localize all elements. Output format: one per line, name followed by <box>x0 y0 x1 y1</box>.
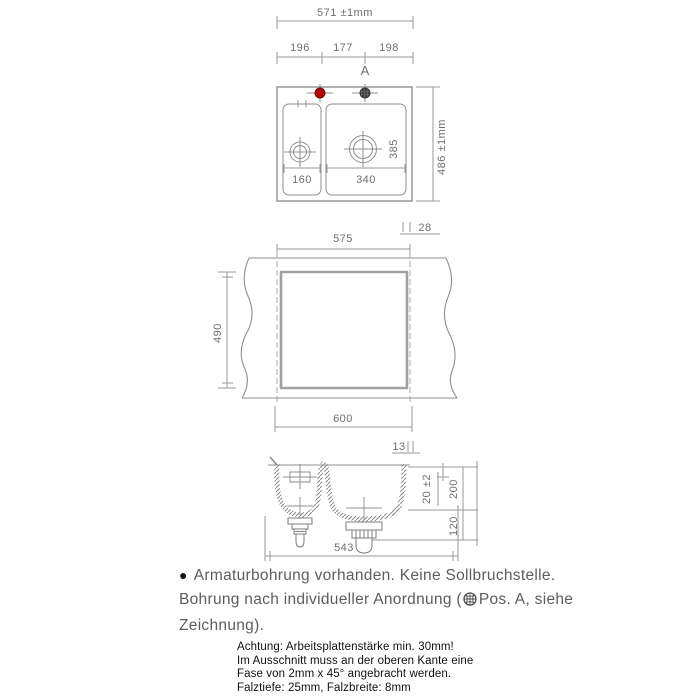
dim-radius-label: 13 <box>392 441 406 453</box>
rim-flare <box>270 457 277 465</box>
warning-line-1: Achtung: Arbeitsplattenstärke min. 30mm! <box>237 641 454 653</box>
dim-cutout-height-label: 490 <box>212 323 224 343</box>
break-line-left <box>241 258 252 398</box>
note-line-1 <box>179 563 679 588</box>
dim-corner-label: 28 <box>418 222 432 234</box>
dim-bowl-depth-label: 200 <box>448 479 460 499</box>
top-view <box>277 7 448 201</box>
note-line-3 <box>179 614 679 638</box>
right-drain <box>344 131 382 167</box>
warning-line-4: Falztiefe: 25mm, Falzbreite: 8mm <box>237 681 411 694</box>
section-view <box>265 457 478 561</box>
dim-bowl-right-width-label: 340 <box>356 174 376 186</box>
left-drain-fitting <box>288 518 312 547</box>
dim-rim-height-label: 20 ±2 <box>421 474 433 504</box>
dim-bowl-left-width-label: 160 <box>292 174 312 186</box>
note-armaturbohrung <box>179 563 679 638</box>
warning-block <box>237 641 577 695</box>
warning-line-3: Fase von 2mm x 45° angebracht werden. <box>237 668 452 680</box>
dim-total-width-label: 571 ±1mm <box>317 7 373 19</box>
dim-seg-left-label: 196 <box>290 42 310 54</box>
worktop <box>241 258 457 398</box>
note-line-3-text: Zeichnung). <box>179 617 265 634</box>
hole-position-a-label: A <box>360 63 370 78</box>
note-line-2 <box>179 588 679 614</box>
dim-bowl-right-depth-label: 385 <box>388 139 400 159</box>
dim-575 <box>277 244 410 256</box>
note-line-2a-text: Bohrung nach individueller Anordnung ( <box>179 591 462 608</box>
dim-total-height-label: 486 ±1mm <box>436 119 448 175</box>
dim-bowl-widths <box>284 164 405 173</box>
cutout-dashed-lines <box>277 252 410 404</box>
dim-seg-mid-label: 177 <box>333 42 353 54</box>
dim-outer-width-label: 543 <box>334 542 354 554</box>
note-line-1-text: Armaturbohrung vorhanden. Keine Sollbruchstelle. <box>193 567 556 584</box>
left-drain <box>284 137 316 167</box>
dim-drain-height-label: 120 <box>448 516 460 536</box>
hatched-circle-icon <box>463 590 477 614</box>
cutout-view <box>212 222 457 453</box>
filled-circle-icon: ● <box>179 567 188 583</box>
sink-in-cutout <box>280 272 408 388</box>
dim-cabinet-width-label: 600 <box>333 413 353 425</box>
dim-seg-right-label: 198 <box>379 42 399 54</box>
dim-cutout-width-label: 575 <box>333 233 353 245</box>
note-line-2b-text: Pos. A, siehe <box>478 591 574 608</box>
break-line-right <box>444 258 457 398</box>
warning-line-2: Im Ausschnitt muss an der oberen Kante eine <box>237 654 474 667</box>
faucet-hole-section <box>283 464 317 489</box>
